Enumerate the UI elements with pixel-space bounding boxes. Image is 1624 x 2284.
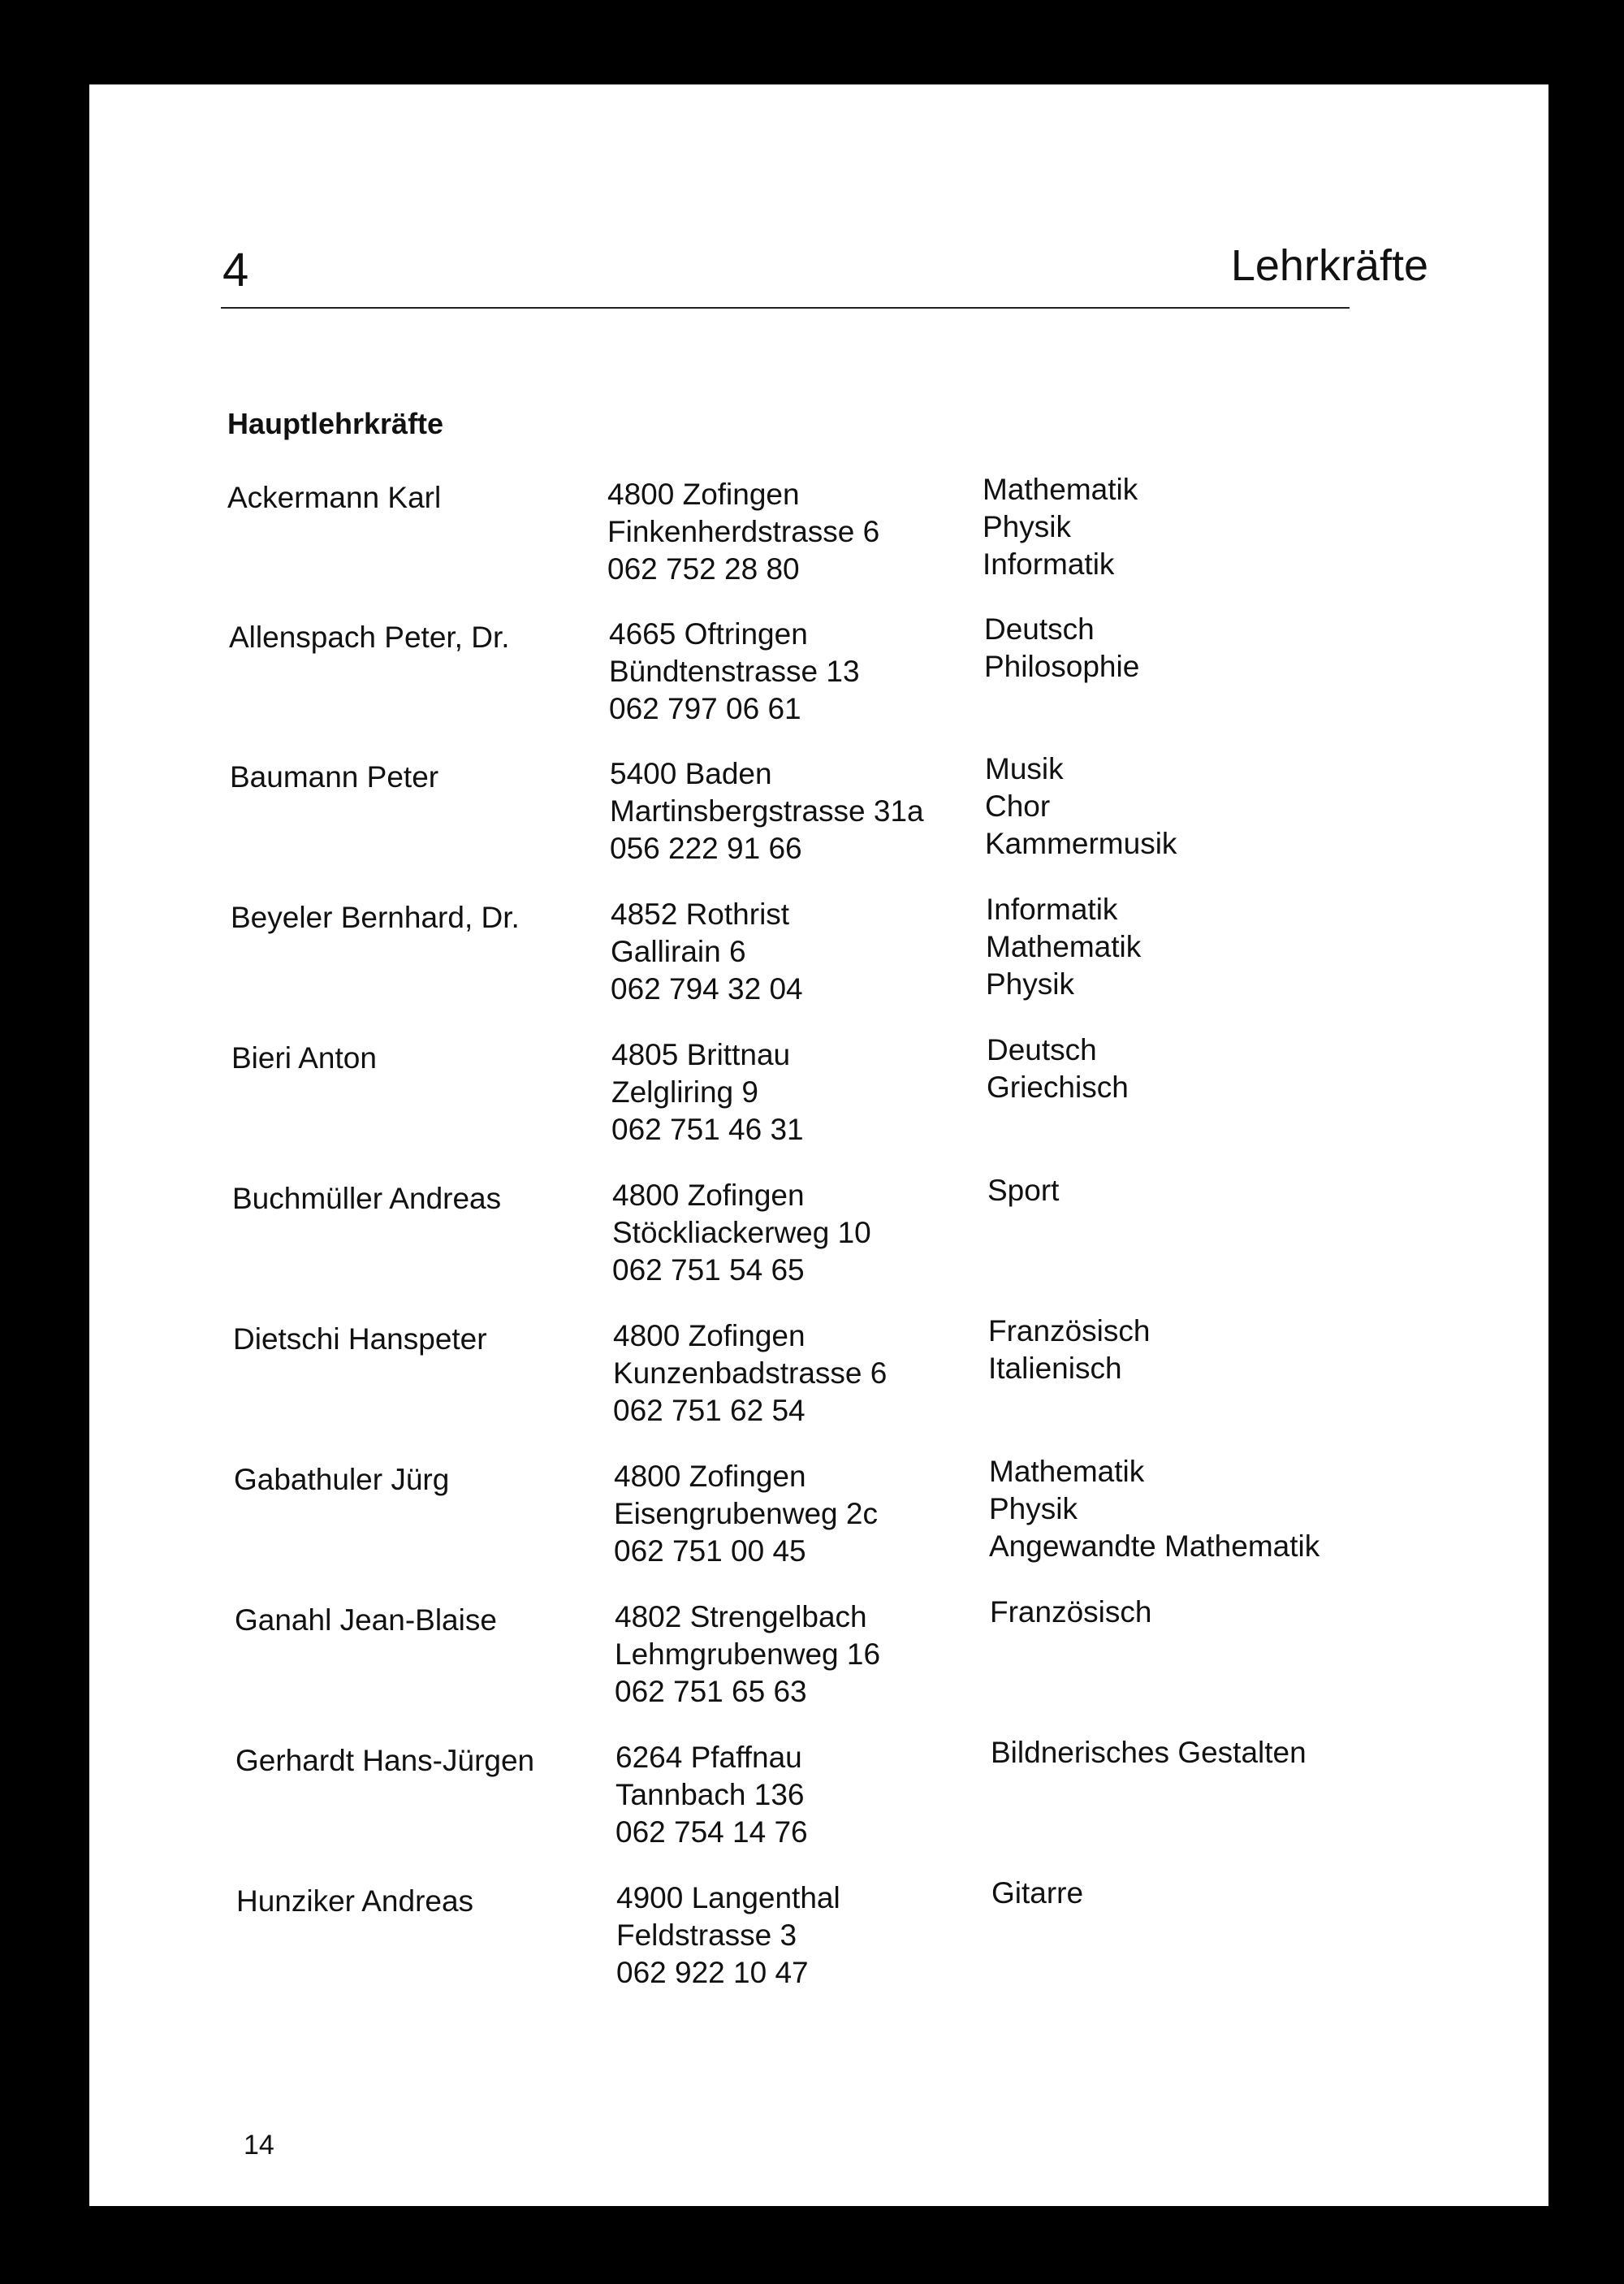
teacher-city: 4852 Rothrist <box>611 898 790 931</box>
section-heading: Hauptlehrkräfte <box>227 407 444 440</box>
teacher-subject: Informatik <box>986 893 1118 926</box>
teacher-street: Lehmgrubenweg 16 <box>615 1637 881 1671</box>
teacher-phone: 062 751 46 31 <box>611 1113 804 1146</box>
teacher-city: 4900 Langenthal <box>616 1881 840 1914</box>
teacher-phone: 062 797 06 61 <box>609 692 801 725</box>
teacher-city: 5400 Baden <box>610 757 772 790</box>
teacher-phone: 062 751 65 63 <box>615 1675 807 1708</box>
teacher-street: Feldstrasse 3 <box>616 1918 797 1952</box>
teacher-subjects <box>991 1875 1083 1912</box>
teacher-street: Tannbach 136 <box>615 1778 805 1811</box>
teacher-address <box>611 896 803 1008</box>
teacher-name: Bieri Anton <box>231 1041 377 1075</box>
teacher-street: Martinsbergstrasse 31a <box>610 794 924 828</box>
teacher-subject: Sport <box>987 1174 1060 1207</box>
teacher-city: 6264 Pfaffnau <box>615 1741 802 1774</box>
teacher-subject: Angewandte Mathematik <box>989 1529 1320 1563</box>
teacher-name: Gabathuler Jürg <box>234 1463 450 1496</box>
teacher-address <box>611 1036 804 1148</box>
teacher-phone: 056 222 91 66 <box>610 832 802 865</box>
teacher-subject: Physik <box>989 1492 1078 1525</box>
teacher-street: Bündtenstrasse 13 <box>609 655 860 688</box>
teacher-subjects <box>985 751 1177 863</box>
teacher-subjects <box>983 471 1138 583</box>
teacher-city: 4665 Oftringen <box>609 617 808 651</box>
teacher-phone: 062 751 54 65 <box>612 1253 805 1287</box>
teacher-subjects <box>987 1032 1129 1106</box>
teacher-address <box>614 1458 878 1570</box>
teacher-name: Hunziker Andreas <box>236 1884 474 1918</box>
teacher-address <box>616 1880 840 1992</box>
teacher-subject: Informatik <box>983 547 1115 581</box>
teacher-phone: 062 794 32 04 <box>611 972 803 1006</box>
teacher-name: Buchmüller Andreas <box>232 1182 502 1215</box>
teacher-subject: Bildnerisches Gestalten <box>991 1736 1307 1769</box>
teacher-name: Ganahl Jean-Blaise <box>235 1603 497 1637</box>
teacher-phone: 062 751 00 45 <box>614 1534 806 1568</box>
teacher-subject: Physik <box>983 510 1071 543</box>
teacher-subject: Philosophie <box>984 650 1140 683</box>
teacher-subjects <box>986 891 1141 1003</box>
teacher-subject: Chor <box>985 789 1051 823</box>
header-rule <box>221 307 1350 309</box>
teacher-name: Allenspach Peter, Dr. <box>229 621 510 654</box>
teacher-phone: 062 752 28 80 <box>607 552 800 586</box>
teacher-name: Dietschi Hanspeter <box>233 1322 487 1356</box>
teacher-city: 4800 Zofingen <box>607 478 800 511</box>
teacher-street: Zelgliring 9 <box>611 1075 758 1109</box>
teacher-subjects <box>989 1453 1320 1565</box>
teacher-subject: Kammermusik <box>985 827 1177 860</box>
teacher-street: Eisengrubenweg 2c <box>614 1497 878 1530</box>
teacher-name: Ackermann Karl <box>227 481 442 514</box>
teacher-phone: 062 751 62 54 <box>613 1394 806 1427</box>
teacher-subject: Mathematik <box>986 930 1142 963</box>
document-page <box>89 84 1548 2206</box>
teacher-subjects <box>988 1313 1150 1387</box>
teacher-street: Gallirain 6 <box>611 935 746 968</box>
chapter-number: 4 <box>222 244 249 296</box>
teacher-subject: Musik <box>985 752 1064 785</box>
teacher-subjects <box>990 1594 1151 1631</box>
teacher-address <box>615 1739 808 1851</box>
teacher-name: Baumann Peter <box>230 760 439 794</box>
teacher-subject: Griechisch <box>987 1071 1129 1104</box>
teacher-address <box>613 1317 887 1430</box>
chapter-title: Lehrkräfte <box>1230 241 1428 290</box>
teacher-street: Finkenherdstrasse 6 <box>607 515 880 548</box>
teacher-subject: Mathematik <box>989 1455 1145 1488</box>
teacher-address <box>615 1598 880 1711</box>
teacher-address <box>612 1177 871 1289</box>
teacher-address <box>610 755 924 867</box>
teacher-city: 4800 Zofingen <box>613 1319 806 1352</box>
teacher-street: Kunzenbadstrasse 6 <box>613 1356 888 1390</box>
teacher-address <box>609 616 860 728</box>
teacher-subject: Deutsch <box>987 1033 1097 1066</box>
teacher-subject: Französisch <box>988 1314 1151 1347</box>
teacher-city: 4800 Zofingen <box>612 1179 805 1212</box>
teacher-subject: Physik <box>986 967 1074 1001</box>
teacher-subject: Mathematik <box>983 473 1138 506</box>
teacher-phone: 062 754 14 76 <box>615 1815 808 1849</box>
teacher-subject: Deutsch <box>984 612 1095 646</box>
teacher-subject: Italienisch <box>988 1352 1122 1385</box>
teacher-name: Gerhardt Hans-Jürgen <box>235 1744 535 1777</box>
teacher-subject: Französisch <box>990 1595 1152 1629</box>
teacher-subjects <box>987 1172 1059 1209</box>
page-number: 14 <box>244 2130 274 2161</box>
teacher-city: 4800 Zofingen <box>614 1460 806 1493</box>
teacher-address <box>607 476 879 588</box>
teacher-subject: Gitarre <box>991 1876 1084 1910</box>
teacher-street: Stöckliackerweg 10 <box>612 1216 871 1249</box>
teacher-subjects <box>984 611 1139 686</box>
teacher-city: 4805 Brittnau <box>611 1038 791 1071</box>
teacher-phone: 062 922 10 47 <box>616 1956 809 1989</box>
teacher-name: Beyeler Bernhard, Dr. <box>231 901 520 934</box>
teacher-subjects <box>991 1734 1307 1771</box>
teacher-city: 4802 Strengelbach <box>615 1600 867 1633</box>
